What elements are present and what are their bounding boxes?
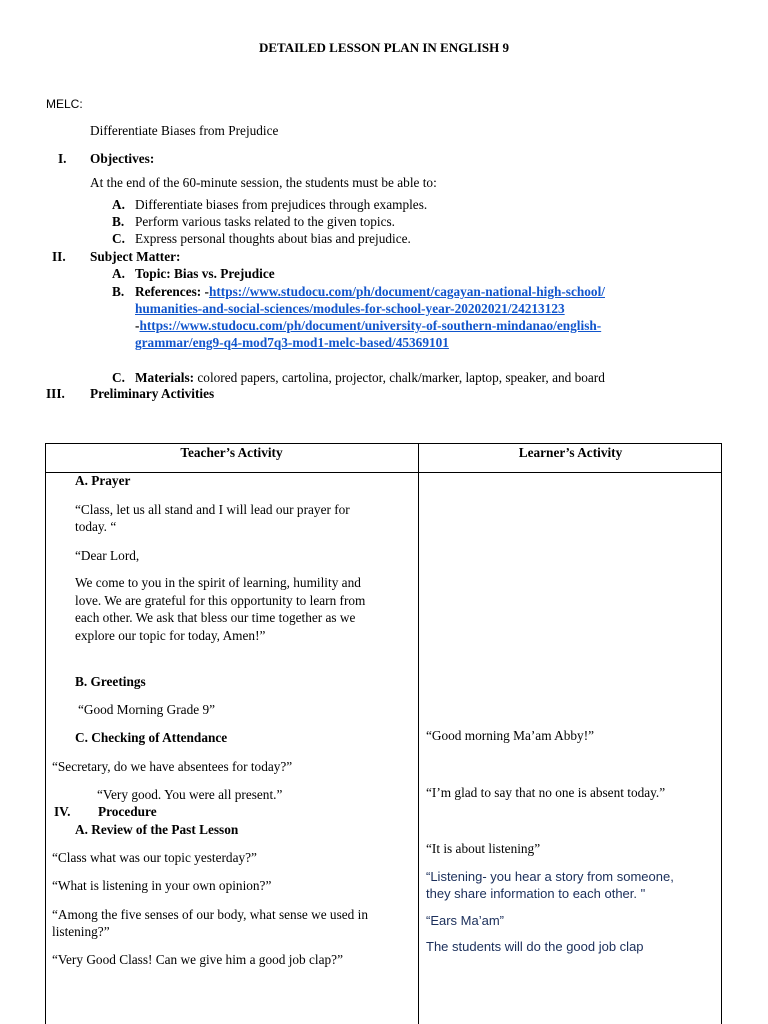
learner-response: “It is about listening” (426, 841, 541, 856)
table-header-divider (45, 472, 722, 473)
prayer-heading: A. Prayer (75, 473, 131, 488)
review-question: “What is listening in your own opinion?” (52, 878, 272, 893)
learner-response: “Listening- you hear a story from someone, (426, 869, 674, 884)
objective-text: Differentiate biases from prejudices through examples. (135, 197, 428, 212)
learner-response: they share information to each other. " (426, 886, 646, 901)
greetings-heading: B. Greetings (75, 674, 146, 689)
attendance-heading: C. Checking of Attendance (75, 730, 228, 745)
section-one-title: Objectives: (90, 151, 155, 166)
reference-link-1[interactable]: https://www.studocu.com/ph/document/cagayan-national-high-school/ (208, 284, 605, 299)
prayer-text: “Dear Lord, (75, 548, 140, 563)
topic-text: Topic: Bias vs. Prejudice (135, 266, 275, 281)
section-four-number: IV. (54, 804, 71, 819)
reference-link-2[interactable]: https://www.studocu.com/ph/document/university-of-southern-mindanao/english- (139, 318, 602, 333)
section-three-title: Preliminary Activities (90, 386, 215, 401)
objective-text: Perform various tasks related to the given topics. (135, 214, 395, 229)
topic-letter: A. (112, 266, 125, 281)
review-question: “Very Good Class! Can we give him a good job clap?” (52, 952, 343, 967)
learner-response: “Good morning Ma’am Abby!” (426, 728, 595, 743)
teacher-activity-header: Teacher’s Activity (180, 445, 283, 460)
section-three-number: III. (46, 386, 65, 401)
attendance-response: “Very good. You were all present.” (97, 787, 283, 802)
section-four-title: Procedure (98, 804, 157, 819)
learner-response: “I’m glad to say that no one is absent today.” (426, 785, 666, 800)
table-column-divider (418, 443, 419, 1024)
greetings-text: “Good Morning Grade 9” (78, 702, 215, 717)
learner-response: “Ears Ma’am” (426, 913, 505, 928)
materials-text: colored papers, cartolina, projector, chalk/marker, laptop, speaker, and board (194, 370, 605, 385)
objective-letter: C. (112, 231, 125, 246)
review-question: listening?” (52, 924, 110, 939)
references-letter: B. (112, 284, 125, 299)
reference-link-1-continued[interactable]: humanities-and-social-sciences/modules-for-school-year-20202021/24213123 (135, 301, 565, 316)
references-label: References: - (135, 284, 209, 299)
prayer-text: today. “ (75, 519, 117, 534)
review-heading: A. Review of the Past Lesson (75, 822, 239, 837)
objectives-intro: At the end of the 60-minute session, the students must be able to: (90, 175, 437, 190)
learner-activity-header: Learner’s Activity (518, 445, 623, 460)
section-one-number: I. (58, 151, 67, 166)
review-question: “Class what was our topic yesterday?” (52, 850, 257, 865)
melc-label: MELC: (46, 97, 83, 111)
objective-letter: B. (112, 214, 125, 229)
page-title: DETAILED LESSON PLAN IN ENGLISH 9 (258, 40, 510, 55)
section-two-number: II. (52, 249, 66, 264)
prayer-text: We come to you in the spirit of learning, humility and (75, 575, 361, 590)
reference-dash: - (135, 318, 140, 333)
melc-text: Differentiate Biases from Prejudice (90, 123, 279, 138)
learner-response: The students will do the good job clap (426, 939, 644, 954)
materials-label: Materials: (135, 370, 195, 385)
prayer-text: explore our topic for today, Amen!” (75, 628, 266, 643)
review-question: “Among the five senses of our body, what sense we used in (52, 907, 368, 922)
reference-link-2-continued[interactable]: grammar/eng9-q4-mod7q3-mod1-melc-based/45369101 (135, 335, 449, 350)
prayer-text: “Class, let us all stand and I will lead our prayer for (75, 502, 350, 517)
attendance-question: “Secretary, do we have absentees for today?” (52, 759, 293, 774)
section-two-title: Subject Matter: (90, 249, 181, 264)
prayer-text: love. We are grateful for this opportunity to learn from (75, 593, 366, 608)
objective-letter: A. (112, 197, 125, 212)
objective-text: Express personal thoughts about bias and prejudice. (135, 231, 411, 246)
materials-letter: C. (112, 370, 125, 385)
prayer-text: each other. We ask that bless our time together as we (75, 610, 356, 625)
